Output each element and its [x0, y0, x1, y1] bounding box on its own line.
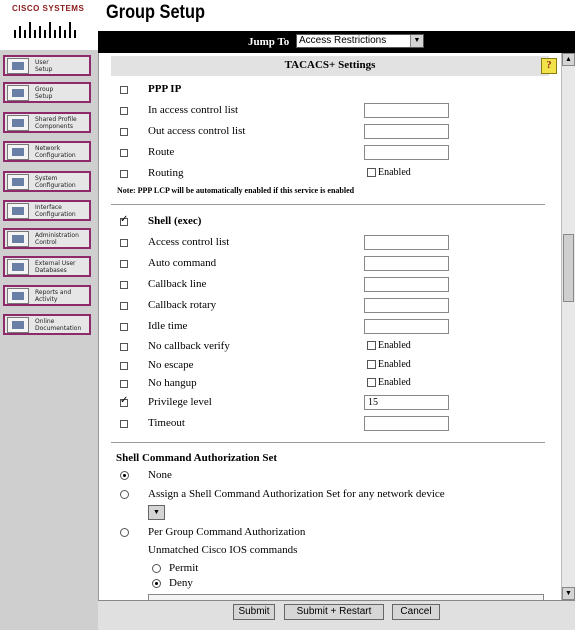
nav-group-setup[interactable] [3, 82, 91, 103]
nav-label: Administration Control [35, 232, 79, 246]
callback-rotary-label: Callback rotary [148, 299, 217, 311]
idle-time-label: Idle time [148, 320, 188, 332]
callback-rotary-input[interactable] [364, 298, 449, 313]
brand-text: CISCO SYSTEMS [12, 4, 85, 13]
privilege-level-row [99, 396, 562, 414]
ppp-ip-title: PPP IP [148, 83, 182, 95]
cancel-button[interactable]: Cancel [392, 604, 440, 620]
nav-label: External User Databases [35, 260, 76, 274]
no-callback-verify-label: No callback verify [148, 340, 230, 352]
callback-rotary-row [99, 299, 562, 317]
no-escape-label: No escape [148, 359, 194, 371]
ppp-routing-enabled[interactable] [367, 167, 411, 178]
submit-button[interactable]: Submit [233, 604, 275, 620]
interface-icon [7, 203, 29, 219]
divider [111, 204, 545, 205]
auth-per-group-label: Per Group Command Authorization [148, 526, 306, 538]
nav-external-user-databases[interactable] [3, 256, 91, 277]
enabled-label: Enabled [378, 359, 411, 370]
user-setup-icon [7, 58, 29, 74]
jump-to-label: Jump To [248, 36, 290, 48]
nav-network-configuration[interactable] [3, 141, 91, 162]
ppp-routing-checkbox[interactable] [120, 170, 128, 178]
documentation-icon [7, 317, 29, 333]
auth-title: Shell Command Authorization Set [116, 452, 278, 464]
nav-interface-configuration[interactable] [3, 200, 91, 221]
enabled-checkbox[interactable] [367, 341, 376, 350]
left-navigation [0, 0, 98, 630]
enabled-label: Enabled [378, 167, 411, 178]
idle-time-input[interactable] [364, 319, 449, 334]
ppp-out-acl-label: Out access control list [148, 125, 246, 137]
cisco-bars-icon [12, 18, 82, 40]
unmatched-label: Unmatched Cisco IOS commands [148, 544, 298, 556]
no-hangup-enabled[interactable] [367, 377, 411, 388]
ppp-route-checkbox[interactable] [120, 149, 128, 157]
nav-administration-control[interactable] [3, 228, 91, 249]
shell-exec-checkbox[interactable] [120, 218, 128, 226]
ppp-in-acl-label: In access control list [148, 104, 239, 116]
ppp-note: Note: PPP LCP will be automatically enabled if this service is enabled [117, 186, 355, 195]
auth-assign-row [99, 488, 562, 506]
shell-exec-title: Shell (exec) [148, 215, 202, 227]
chevron-down-icon[interactable]: ▼ [410, 35, 423, 47]
reports-icon [7, 288, 29, 304]
no-escape-checkbox[interactable] [120, 362, 128, 370]
administration-icon [7, 231, 29, 247]
idle-time-row [99, 320, 562, 338]
auth-per-group-radio[interactable] [120, 528, 129, 537]
ppp-routing-label: Routing [148, 167, 184, 179]
auth-none-label: None [148, 469, 172, 481]
ppp-out-acl-checkbox[interactable] [120, 128, 128, 136]
submit-restart-button[interactable]: Submit + Restart [284, 604, 384, 620]
page-title: Group Setup [106, 2, 205, 23]
ppp-route-label: Route [148, 146, 175, 158]
ppp-in-acl-input[interactable] [364, 103, 449, 118]
timeout-input[interactable] [364, 416, 449, 431]
nav-label: Online Documentation [35, 318, 82, 332]
shared-profile-icon [7, 115, 29, 131]
auto-command-checkbox[interactable] [120, 260, 128, 268]
section-title: TACACS+ Settings [284, 59, 376, 71]
enabled-label: Enabled [378, 377, 411, 388]
enabled-checkbox[interactable] [367, 378, 376, 387]
scroll-down-icon[interactable]: ▼ [562, 587, 575, 600]
timeout-checkbox[interactable] [120, 420, 128, 428]
ppp-out-acl-input[interactable] [364, 124, 449, 139]
nav-user-setup[interactable] [3, 55, 91, 76]
chevron-down-icon: ▼ [153, 508, 160, 516]
network-icon [7, 144, 29, 160]
content-frame [98, 53, 562, 600]
no-hangup-label: No hangup [148, 377, 197, 389]
jump-to-value: Access Restrictions [299, 35, 387, 46]
divider [111, 442, 545, 443]
enabled-label: Enabled [378, 340, 411, 351]
deny-radio[interactable] [152, 579, 161, 588]
privilege-level-input[interactable]: 15 [364, 395, 449, 410]
no-escape-row [99, 359, 562, 377]
auth-none-radio[interactable] [120, 471, 129, 480]
help-icon[interactable]: ? [541, 58, 557, 74]
enabled-checkbox[interactable] [367, 360, 376, 369]
callback-rotary-checkbox[interactable] [120, 302, 128, 310]
ppp-note-row [117, 184, 562, 202]
section-header [111, 56, 552, 76]
callback-line-checkbox[interactable] [120, 281, 128, 289]
callback-line-row [99, 278, 562, 296]
no-escape-enabled[interactable] [367, 359, 411, 370]
ppp-out-acl-row [99, 125, 562, 143]
nav-label: Shared Profile Components [35, 116, 77, 130]
deny-label: Deny [169, 577, 193, 589]
nav-label: User Setup [35, 59, 53, 73]
auth-title-row [98, 452, 530, 470]
no-hangup-row [99, 377, 562, 395]
cisco-logo [0, 0, 98, 50]
shell-acl-input[interactable] [364, 235, 449, 250]
unmatched-row [99, 544, 562, 562]
nav-label: Interface Configuration [35, 204, 76, 218]
auto-command-input[interactable] [364, 256, 449, 271]
no-hangup-checkbox[interactable] [120, 380, 128, 388]
timeout-row [99, 417, 562, 435]
nav-label: Network Configuration [35, 145, 76, 159]
auth-set-select[interactable] [148, 505, 165, 520]
scroll-thumb[interactable] [563, 234, 574, 302]
no-callback-verify-enabled[interactable] [367, 340, 411, 351]
callback-line-input[interactable] [364, 277, 449, 292]
ppp-route-input[interactable] [364, 145, 449, 160]
auth-assign-radio[interactable] [120, 490, 129, 499]
scroll-up-icon[interactable]: ▲ [562, 53, 575, 66]
nav-reports-and-activity[interactable] [3, 285, 91, 306]
no-callback-verify-checkbox[interactable] [120, 343, 128, 351]
ppp-in-acl-row [99, 104, 562, 122]
group-setup-icon [7, 85, 29, 101]
idle-time-checkbox[interactable] [120, 323, 128, 331]
shell-acl-row [99, 236, 562, 254]
jump-to-select[interactable] [296, 34, 424, 48]
system-icon [7, 174, 29, 190]
auth-assign-label: Assign a Shell Command Authorization Set for any network device [148, 488, 445, 500]
auth-per-group-row [99, 526, 562, 544]
ppp-ip-row [99, 83, 562, 101]
nav-online-documentation[interactable] [3, 314, 91, 335]
auto-command-row [99, 257, 562, 275]
timeout-label: Timeout [148, 417, 185, 429]
enabled-checkbox[interactable] [367, 168, 376, 177]
nav-label: System Configuration [35, 175, 76, 189]
database-icon [7, 259, 29, 275]
shell-acl-label: Access control list [148, 236, 230, 248]
permit-label: Permit [169, 562, 199, 574]
privilege-level-label: Privilege level [148, 396, 212, 408]
shell-acl-checkbox[interactable] [120, 239, 128, 247]
auto-command-label: Auto command [148, 257, 217, 269]
nav-shared-profile-components[interactable] [3, 112, 91, 133]
ppp-route-row [99, 146, 562, 164]
ppp-ip-checkbox[interactable] [120, 86, 128, 94]
no-callback-verify-row [99, 340, 562, 358]
shell-exec-row [99, 215, 562, 233]
deny-row [131, 577, 562, 595]
auth-none-row [99, 469, 562, 487]
callback-line-label: Callback line [148, 278, 207, 290]
nav-system-configuration[interactable] [3, 171, 91, 192]
ppp-in-acl-checkbox[interactable] [120, 107, 128, 115]
nav-label: Reports and Activity [35, 289, 72, 303]
ppp-routing-row [99, 167, 562, 185]
privilege-level-checkbox[interactable] [120, 399, 128, 407]
vertical-scrollbar[interactable] [561, 53, 575, 600]
permit-radio[interactable] [152, 564, 161, 573]
nav-label: Group Setup [35, 86, 54, 100]
